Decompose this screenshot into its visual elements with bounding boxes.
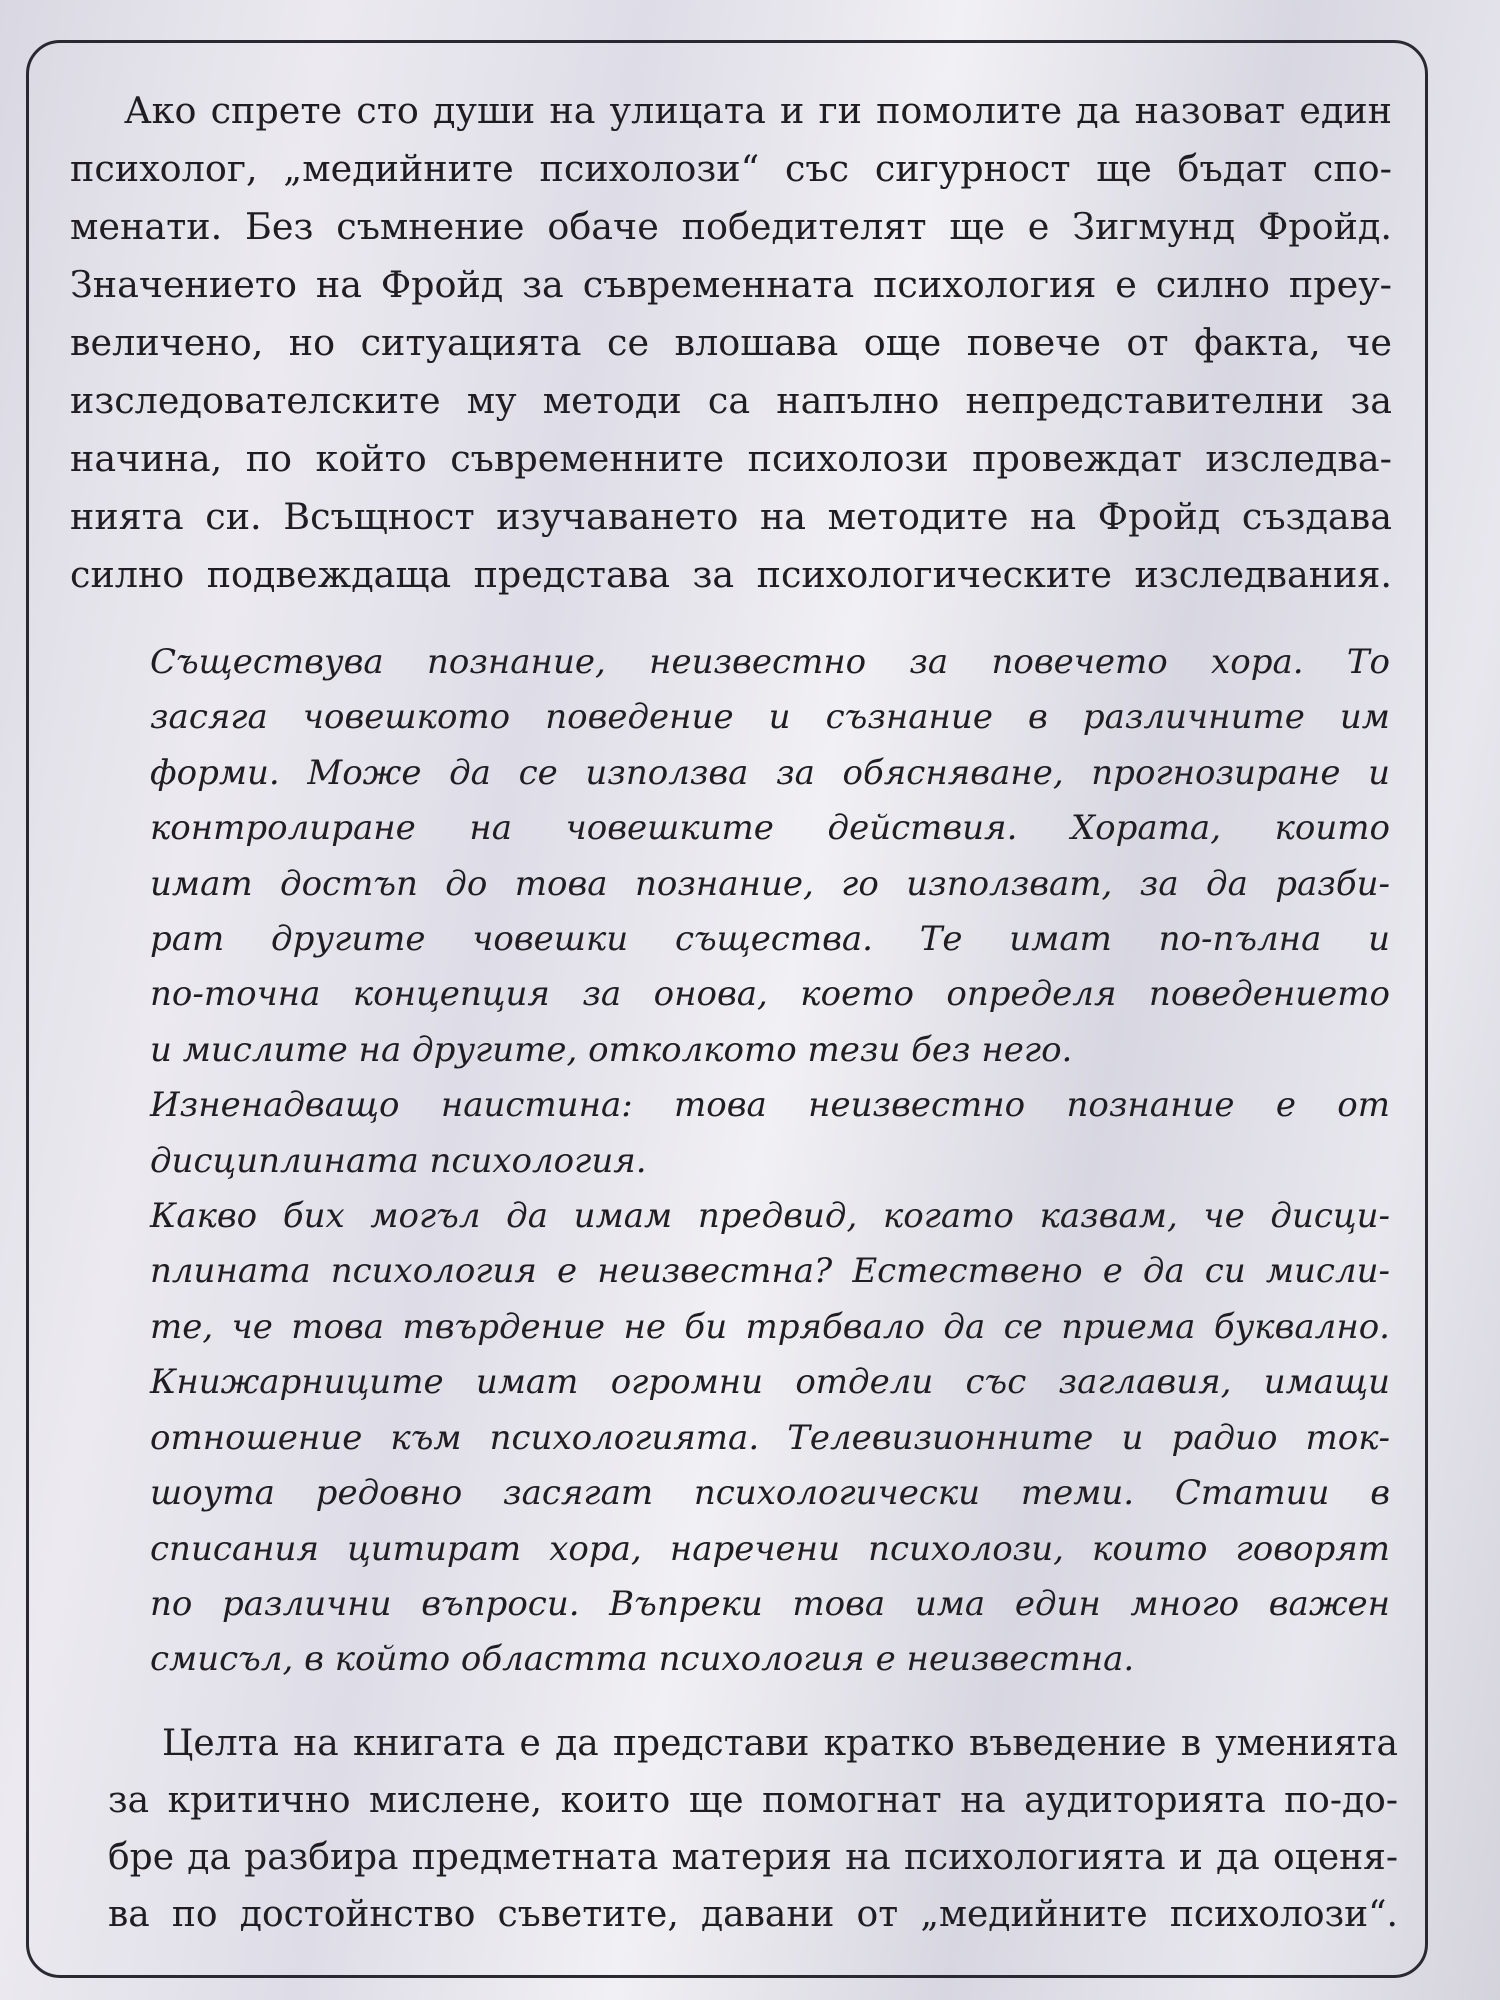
text-line: нията си. Всъщност изучаването на методите на Фройд създава xyxy=(70,495,1392,538)
italic-quote-block xyxy=(150,635,1390,1688)
quote-line: шоута редовно засягат психологически теми. Статии в xyxy=(150,1473,1390,1514)
quote-line: списания цитират хора, наречени психолози, които говорят xyxy=(150,1528,1390,1569)
quote-line: Съществува познание, неизвестно за повечето хора. То xyxy=(150,642,1390,682)
text-line: силно подвеждаща представа за психологическите изследвания. xyxy=(70,553,1392,596)
text-line: психолог, „медийните психолози“ със сигурност ще бъдат спо- xyxy=(70,147,1392,190)
intro-paragraph xyxy=(70,82,1392,604)
text-line: величено, но ситуацията се влошава още повече от факта, че xyxy=(70,321,1392,364)
quote-line: Изненадващо наистина: това неизвестно познание е от xyxy=(150,1085,1390,1126)
quote-line: Книжарниците имат огромни отдели със заглавия, имащи xyxy=(150,1362,1390,1403)
quote-line: контролиране на човешките действия. Хората, които xyxy=(150,808,1390,849)
text-line: начина, по който съвременните психолози провеждат изследва- xyxy=(70,437,1392,480)
quote-line: те, че това твърдение не би трябвало да се приема буквално. xyxy=(150,1306,1390,1347)
quote-line: отношение към психологията. Телевизионните и радио ток- xyxy=(150,1417,1390,1458)
text-line: менати. Без съмнение обаче победителят ще е Зигмунд Фройд. xyxy=(70,205,1392,248)
text-line: Ако спрете сто души на улицата и ги помолите да назоват един xyxy=(124,89,1392,132)
quote-line: имат достъп до това познание, го използват, за да разби- xyxy=(150,863,1390,904)
text-line: ва по достойнство съветите, давани от „медийните психолози“. xyxy=(108,1894,1398,1935)
text-line: бре да разбира предметната материя на психологията и да оценя- xyxy=(108,1837,1398,1878)
quote-line: по-точна концепция за онова, което определя поведението xyxy=(150,974,1390,1015)
quote-line: по различни въпроси. Въпреки това има един много важен xyxy=(150,1583,1390,1624)
quote-line: плината психология е неизвестна? Естествено е да си мисли- xyxy=(150,1251,1390,1292)
outro-paragraph xyxy=(108,1715,1398,1943)
quote-line: рат другите човешки същества. Те имат по-пълна и xyxy=(150,919,1390,960)
quote-line: Какво бих могъл да имам предвид, когато казвам, че дисци- xyxy=(150,1196,1390,1237)
quote-line: форми. Може да се използва за обясняване, прогнозиране и xyxy=(150,752,1390,793)
quote-line: дисциплината психология. xyxy=(150,1140,647,1181)
quote-line: смисъл, в който областта психология е неизвестна. xyxy=(150,1639,1135,1680)
text-line: Целта на книгата е да представи кратко въведение в уменията xyxy=(162,1723,1398,1764)
quote-line: и мислите на другите, отколкото тези без него. xyxy=(150,1029,1073,1070)
quote-line: засяга човешкото поведение и съзнание в различните им xyxy=(150,697,1390,738)
text-line: Значението на Фройд за съвременната психология е силно преу- xyxy=(70,263,1392,306)
text-line: изследователските му методи са напълно непредставителни за xyxy=(70,379,1392,422)
text-line: за критично мислене, които ще помогнат на аудиторията по-до- xyxy=(108,1780,1398,1821)
